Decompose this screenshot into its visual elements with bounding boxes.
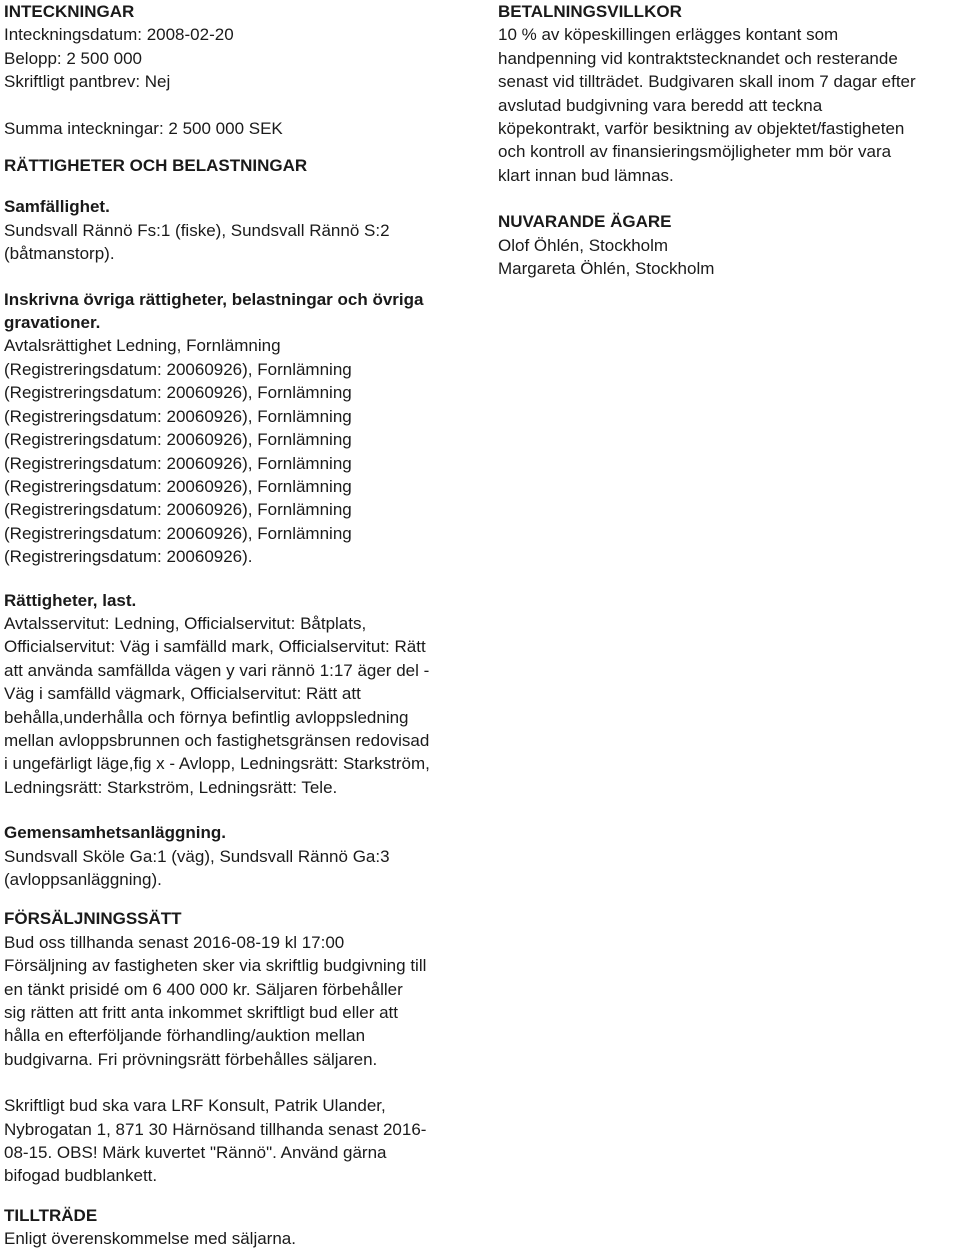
belopp-line: Belopp: 2 500 000 bbox=[4, 48, 143, 68]
gemensamhet-section bbox=[4, 821, 474, 891]
tilltrade-text: Enligt överenskommelse med säljarna. bbox=[4, 1229, 296, 1249]
left-column bbox=[4, 0, 474, 1251]
betalningsvillkor-section bbox=[498, 0, 953, 187]
inteckningsdatum-line: Inteckningsdatum: 2008-02-20 bbox=[4, 25, 234, 45]
inskrivna-text: Avtalsrättighet Ledning, Fornlämning (Registreringsdatum: 20060926), Fornlämning (Registreringsdatum: 20060926), Fornlämning (Registreringsdatum: 20060926), Fornlämning (Registreringsdatum: 20060926), Fornlämning (Registreringsdatum: 20060926), Fornlämning (Registreringsdatum: 20060926), Fornlämning (Registreringsdatum: 20060926), Fornlämning (Registreringsdatum: 20060926), Fornlämning (Registreringsdatum: 20060926). bbox=[4, 336, 352, 567]
samfallighet-text: Sundsvall Rännö Fs:1 (fiske), Sundsvall Rännö S:2 (båtmanstorp). bbox=[4, 220, 390, 264]
gemensamhet-text: Sundsvall Sköle Ga:1 (väg), Sundsvall Rännö Ga:3 (avloppsanläggning). bbox=[4, 846, 390, 889]
betalningsvillkor-text: 10 % av köpeskillingen erlägges kontant som handpenning vid kontraktstecknandet och resterande senast vid tillträdet. Budgivaren skall inom 7 dagar efter avslutad budgivning vara beredd att teckna köpekontrakt, varför besiktning av objektet/fastigheten och kontroll av finansieringsmöjligheter mm bör vara klart innan bud lämnas. bbox=[498, 25, 916, 185]
right-column bbox=[498, 0, 953, 280]
forsaljningssatt-section bbox=[4, 907, 474, 1187]
rattigheter-last-text: Avtalsservitut: Ledning, Officialservitut: Båtplats, Officialservitut: Väg i samfälld mark, Officialservitut: Rätt att använda samfällda vägen y vari rännö 1:17 äger del - Väg i samfälld vägmark, Officialservitut: Rätt att behålla,underhålla och förnya befintlig avloppsledning mellan avloppsbrunnen och fastighetsgränsen redovisad i ungefärligt läge,fig x - Avlopp, Ledningsrätt: Starkström, Ledningsrätt: Starkström, Ledningsrätt: Tele. bbox=[4, 613, 430, 797]
inskrivna-section bbox=[4, 288, 474, 569]
tilltrade-section bbox=[4, 1204, 474, 1251]
pantbrev-line: Skriftligt pantbrev: Nej bbox=[4, 72, 171, 92]
rattigheter-belastningar-heading: RÄTTIGHETER OCH BELASTNINGAR bbox=[4, 156, 308, 176]
nuvarande-agare-heading: NUVARANDE ÄGARE bbox=[498, 212, 672, 232]
nuvarande-agare-section bbox=[498, 210, 953, 280]
owner-line: Olof Öhlén, Stockholm bbox=[498, 235, 669, 255]
bud-text: Skriftligt bud ska vara LRF Konsult, Patrik Ulander, Nybrogatan 1, 871 30 Härnösand tillhanda senast 2016- 08-15. OBS! Märk kuvertet "Rännö". Använd gärna bifogad budblankett. bbox=[4, 1096, 427, 1186]
gemensamhet-heading: Gemensamhetsanläggning. bbox=[4, 823, 226, 843]
rattigheter-last-section bbox=[4, 589, 474, 800]
inteckningar-section bbox=[4, 0, 474, 140]
samfallighet-heading: Samfällighet. bbox=[4, 197, 110, 217]
rattigheter-last-heading: Rättigheter, last. bbox=[4, 590, 137, 610]
forsaljningssatt-heading: FÖRSÄLJNINGSSÄTT bbox=[4, 909, 182, 929]
summa-inteckningar: Summa inteckningar: 2 500 000 SEK bbox=[4, 118, 283, 138]
rattigheter-belastningar-section bbox=[4, 154, 474, 177]
betalningsvillkor-heading: BETALNINGSVILLKOR bbox=[498, 2, 682, 21]
owner-line: Margareta Öhlén, Stockholm bbox=[498, 259, 715, 279]
inskrivna-heading: Inskrivna övriga rättigheter, belastningar och övriga gravationer. bbox=[4, 289, 424, 333]
tilltrade-heading: TILLTRÄDE bbox=[4, 1205, 98, 1225]
samfallighet-section bbox=[4, 195, 474, 265]
inteckningar-heading: INTECKNINGAR bbox=[4, 2, 135, 21]
forsaljningssatt-text: Bud oss tillhanda senast 2016-08-19 kl 17:00 Försäljning av fastigheten sker via skriftlig budgivning till en tänkt prisidé om 6 400 000 kr. Säljaren förbehåller sig rätten att fritt anta inkommet skriftligt bud eller att hålla en efterföljande förhandling/auktion mellan budgivarna. Fri prövningsrätt förbehålles säljaren. bbox=[4, 932, 427, 1069]
